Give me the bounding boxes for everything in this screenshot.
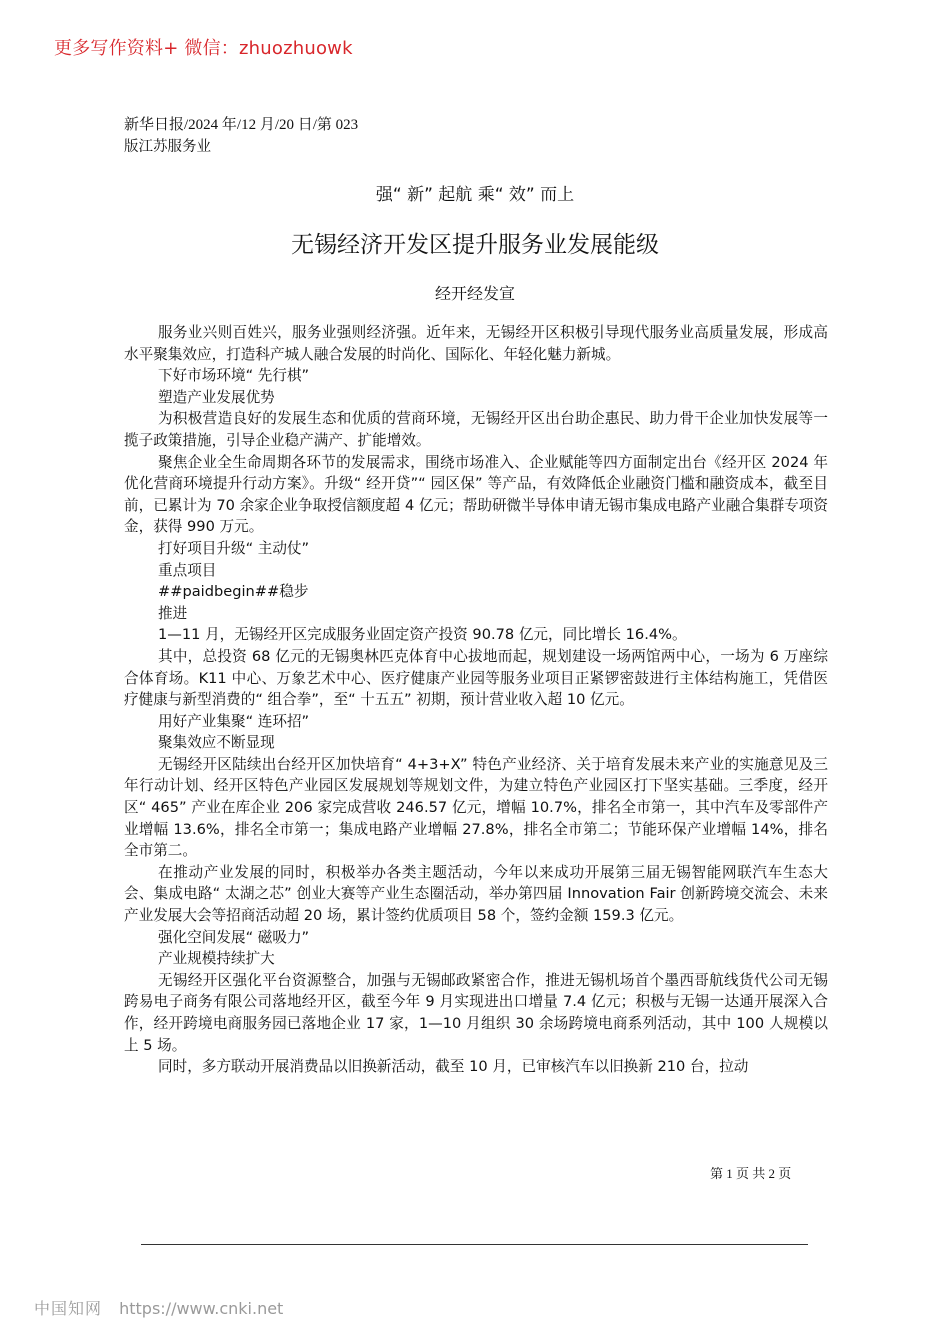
paid-marker-line: ##paidbegin##稳步 bbox=[158, 583, 309, 601]
article-subtitle: 强“ 新” 起航 乘“ 效” 而上 bbox=[375, 185, 575, 205]
section-subheading: 产业规模持续扩大 bbox=[158, 950, 275, 968]
section-heading: 强化空间发展“ 磁吸力” bbox=[158, 928, 310, 946]
paragraph: 无锡经开区强化平台资源整合，加强与无锡邮政紧密合作，推进无锡机场首个墨西哥航线货代公司无锡跨易电子商务有限公司落地经开区，截至今年 9 月实现进出口增量 7.4 亿元；积极与无锡一达通开展深入合作，经开跨境电商服务园已落地企业 17 家，1—10 月组织 30 余场跨境电商系列活动，其中 100 人规模以上 5 场。 bbox=[124, 971, 828, 1054]
source-line-1: 新华日报/2024 年/12 月/20 日/第 023 bbox=[124, 117, 359, 133]
article-body bbox=[124, 322, 828, 1078]
section-heading: 打好项目升级“ 主动仗” bbox=[158, 539, 310, 557]
paragraph: 其中，总投资 68 亿元的无锡奥林匹克体育中心拔地而起，规划建设一场两馆两中心，一场为 6 万座综合体育场。K11 中心、万象艺术中心、医疗健康产业园等服务业项目正紧锣密鼓进行主体结构施工，凭借医疗健康与新型消费的“ 组合拳”，至“ 十五五” 初期，预计营业收入超 10 亿元。 bbox=[124, 647, 828, 709]
section-subheading: 塑造产业发展优势 bbox=[158, 388, 275, 406]
footer-divider bbox=[141, 1244, 808, 1245]
section-subheading: 重点项目 bbox=[158, 561, 217, 579]
source-line-2: 版江苏服务业 bbox=[124, 139, 211, 155]
paragraph: 无锡经开区陆续出台经开区加快培育“ 4+3+X” 特色产业经济、关于培育发展未来产业的实施意见及三年行动计划、经开区特色产业园区发展规划等规划文件，为建立特色产业园区打下坚实基础。三季度，经开区“ 465” 产业在库企业 206 家完成营收 246.57 亿元，增幅 10.7%，排名全市第一，其中汽车及零部件产业增幅 13.6%，排名全市第一；集成电路产业增幅 27.8%，排名全市第二；节能环保产业增幅 14%，排名全市第二。 bbox=[124, 755, 828, 860]
article-title: 无锡经济开发区提升服务业发展能级 bbox=[291, 232, 659, 258]
paragraph: 在推动产业发展的同时，积极举办各类主题活动，今年以来成功开展第三届无锡智能网联汽车生态大会、集成电路“ 太湖之芯” 创业大赛等产业生态圈活动，举办第四届 Innovation Fair 创新跨境交流会、未来产业发展大会等招商活动超 20 场，累计签约优质项目 58 个，签约金额 159.3 亿元。 bbox=[124, 863, 828, 925]
paragraph: 聚焦企业全生命周期各环节的发展需求，围绕市场准入、企业赋能等四方面制定出台《经开区 2024 年优化营商环境提升行动方案》。升级“ 经开贷”“ 园区保” 等产品，有效降低企业融资门槛和融资成本，截至目前，已累计为 70 余家企业争取授信额度超 4 亿元；帮助研微半导体申请无锡市集成电路产业融合集群专项资金，获得 990 万元。 bbox=[124, 453, 828, 536]
paragraph: 服务业兴则百姓兴，服务业强则经济强。近年来，无锡经开区积极引导现代服务业高质量发展，形成高水平聚集效应，打造科产城人融合发展的时尚化、国际化、年轻化魅力新城。 bbox=[124, 324, 828, 363]
paragraph: 同时，多方联动开展消费品以旧换新活动，截至 10 月，已审核汽车以旧换新 210 台，拉动 bbox=[158, 1058, 749, 1076]
section-subheading: 聚集效应不断显现 bbox=[158, 734, 275, 752]
page-number: 第 1 页 共 2 页 bbox=[710, 1166, 792, 1181]
cnki-url[interactable]: https://www.cnki.net bbox=[119, 1299, 284, 1318]
section-subheading: 推进 bbox=[158, 604, 188, 622]
cnki-logo: 中国知网 bbox=[34, 1299, 103, 1318]
section-heading: 用好产业集聚“ 连环招” bbox=[158, 712, 310, 730]
article-author: 经开经发宣 bbox=[434, 284, 515, 303]
paragraph: 1—11 月，无锡经开区完成服务业固定资产投资 90.78 亿元，同比增长 16.4%。 bbox=[158, 626, 687, 644]
source-info bbox=[124, 114, 358, 158]
promo-banner: 更多写作资料+ 微信：zhuozhuowk bbox=[54, 38, 353, 59]
footer-watermark bbox=[34, 1296, 283, 1319]
paragraph: 为积极营造良好的发展生态和优质的营商环境，无锡经开区出台助企惠民、助力骨干企业加快发展等一揽子政策措施，引导企业稳产满产、扩能增效。 bbox=[124, 410, 828, 449]
section-heading: 下好市场环境“ 先行棋” bbox=[158, 367, 310, 385]
